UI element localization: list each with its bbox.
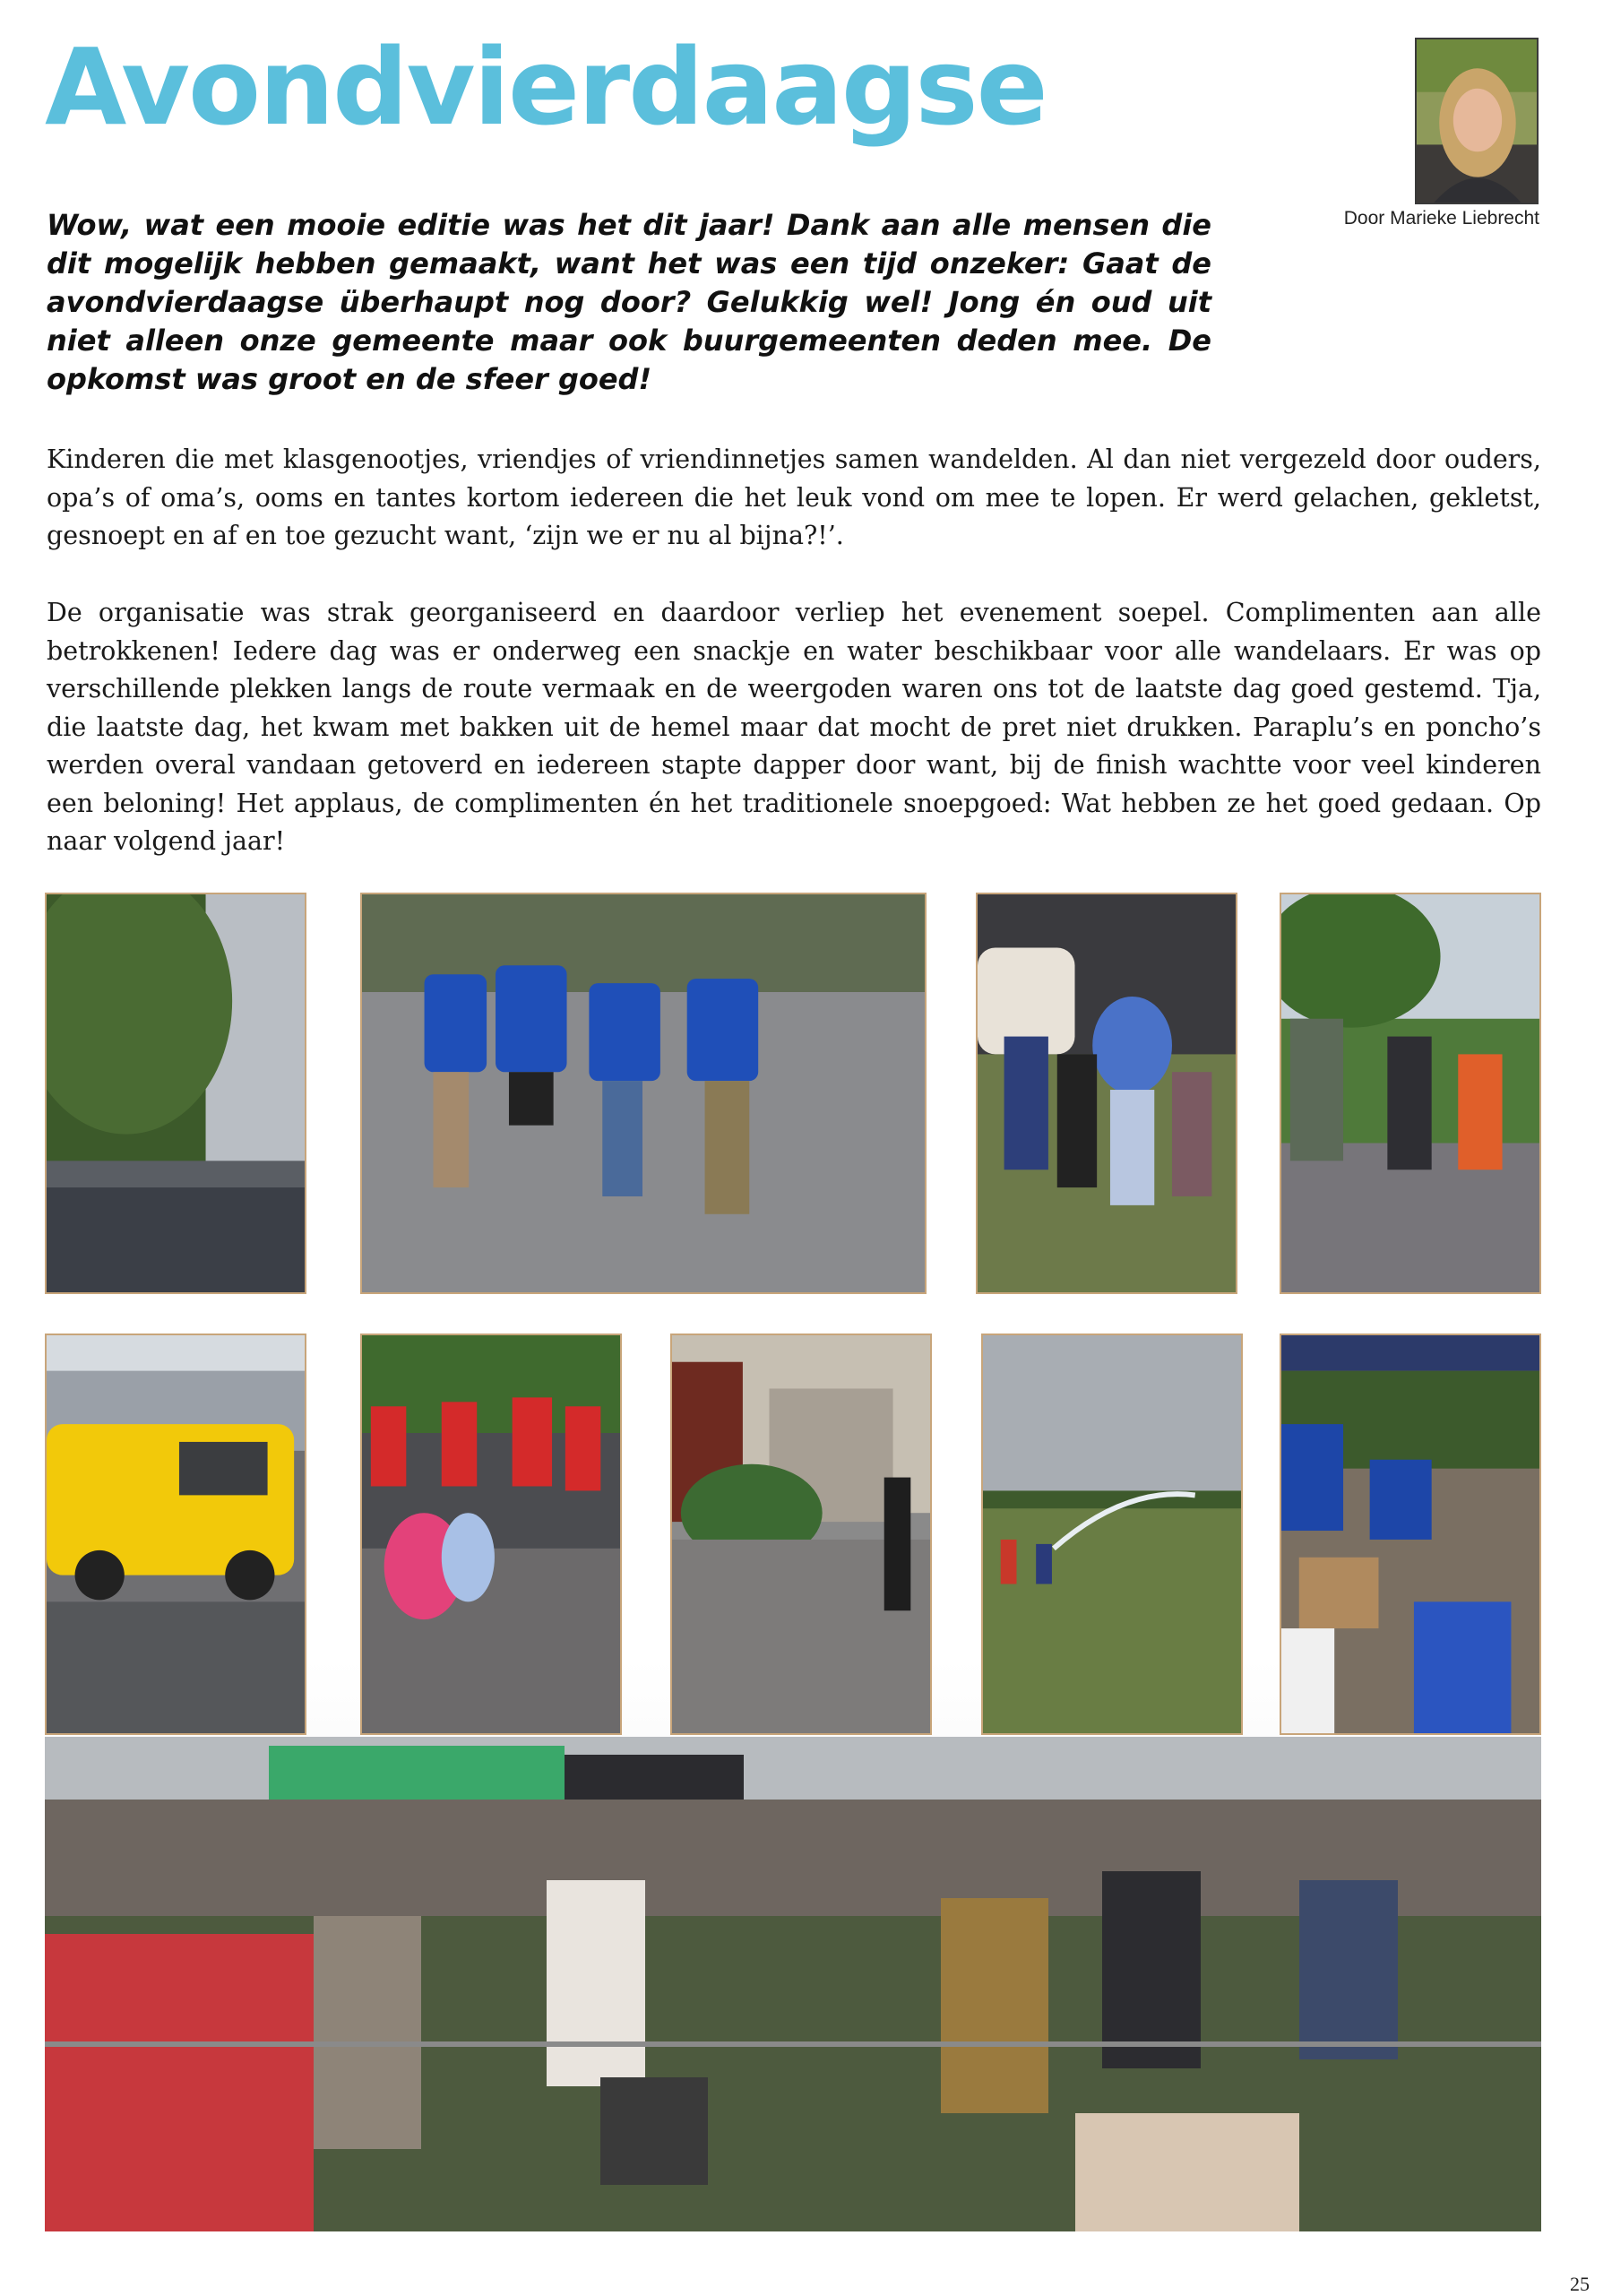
photo-walkers-on-path [1280, 893, 1541, 1294]
photo-water-spraying-field [981, 1334, 1243, 1735]
intro-paragraph: Wow, wat een mooie editie was het dit jaar! Dank aan alle mensen die dit mogelijk hebben gemaakt, want het was een tijd onzeker: Gaat de avondvierdaagse überhaupt nog door? Gelukkig wel! Jong én oud uit niet alleen onze gemeente maar ook buurgemeenten deden mee. De opkomst was groot en de sfeer goed! [47, 208, 1211, 396]
photo-yellow-van [45, 1334, 306, 1735]
author-photo [1415, 38, 1539, 204]
photo-crowd-at-finish [45, 1737, 1541, 2231]
photo-accordion-player [670, 1334, 932, 1735]
page-title: Avondvierdaagse [45, 25, 1047, 149]
photo-crowd-walking-under-trees [45, 893, 306, 1294]
photo-children-with-mascot [976, 893, 1237, 1294]
author-caption: Door Marieke Liebrecht [1343, 208, 1539, 229]
photo-children-in-blue-shirts [360, 893, 927, 1294]
photo-volunteers-with-children [1280, 1334, 1541, 1735]
photo-drum-band-and-children [360, 1334, 622, 1735]
page-number: 25 [1570, 2273, 1590, 2295]
body-paragraph-1: Kinderen die met klasgenootjes, vriendjes of vriendinnetjes samen wandelden. Al dan niet vergezeld door ouders, opa’s of oma’s, ooms en tantes kortom iedereen die het leuk vond om mee te lopen. Er werd gelachen, gekletst, gesnoept en af en toe gezucht want, ‘zijn we er nu al bijna?!’. [47, 445, 1541, 550]
body-paragraph-2: De organisatie was strak georganiseerd en daardoor verliep het evenement soepel. Complimenten aan alle betrokkenen! Iedere dag was er onderweg een snackje en water beschikbaar voor alle wandelaars. Er was op verschillende plekken langs de route vermaak en de weergoden waren ons tot de laatste dag goed gestemd. Tja, die laatste dag, het kwam met bakken uit de hemel maar dat mocht de pret niet drukken. Paraplu’s en poncho’s werden overal vandaan getoverd en iedereen stapte dapper door want, bij de finish wachtte voor veel kinderen een beloning! Het applaus, de complimenten én het traditionele snoepgoed: Wat hebben ze het goed gedaan. Op naar volgend jaar! [47, 598, 1541, 856]
